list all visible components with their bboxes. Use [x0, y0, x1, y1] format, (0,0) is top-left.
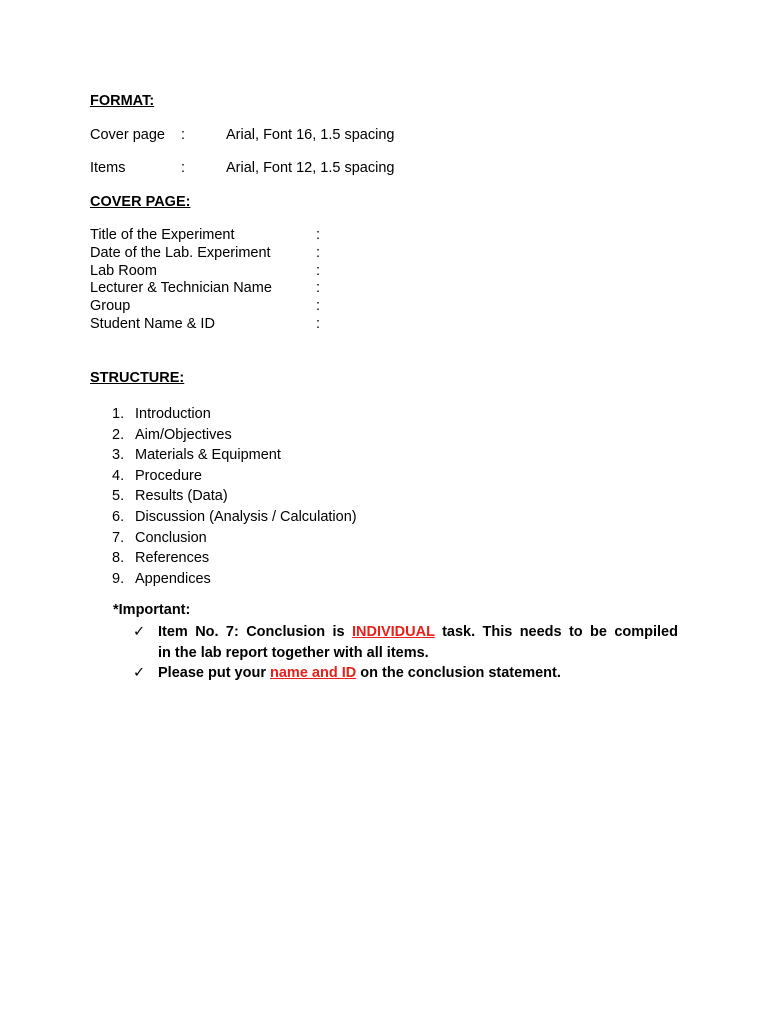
list-number: 1.	[112, 406, 125, 422]
format-value: Arial, Font 16, 1.5 spacing	[226, 127, 395, 143]
cover-field-label: Lecturer & Technician Name	[90, 280, 272, 297]
list-item	[112, 486, 357, 507]
format-colon: :	[181, 160, 186, 176]
important-note-individual	[133, 622, 678, 664]
list-item	[112, 507, 357, 528]
cover-field-colon: :	[316, 227, 321, 243]
cover-field-student	[90, 316, 390, 334]
list-text: Discussion (Analysis / Calculation)	[135, 508, 357, 525]
note-text	[158, 622, 678, 663]
format-heading: FORMAT:	[90, 93, 155, 109]
format-colon: :	[181, 127, 186, 143]
note-text-after: task. This needs to be compiled	[434, 624, 678, 640]
format-value: Arial, Font 12, 1.5 spacing	[226, 160, 395, 176]
checkmark-icon: ✓	[133, 624, 146, 640]
structure-list	[112, 404, 357, 589]
cover-field-colon: :	[316, 280, 321, 297]
list-text: Procedure	[135, 467, 202, 484]
list-number: 7.	[112, 529, 125, 546]
cover-field-colon: :	[316, 244, 321, 261]
list-text: Results (Data)	[135, 488, 228, 505]
cover-field-title	[90, 227, 390, 245]
list-text: Appendices	[135, 570, 211, 587]
cover-page-fields	[90, 227, 390, 334]
cover-field-group	[90, 298, 390, 316]
individual-highlight: INDIVIDUAL	[351, 624, 435, 640]
note-text	[158, 663, 678, 684]
name-id-highlight: name and ID	[270, 665, 357, 681]
list-number: 5.	[112, 488, 125, 505]
list-number: 3.	[112, 447, 125, 464]
note-text-before: Item No. 7: Conclusion is	[158, 624, 352, 640]
list-number: 6.	[112, 508, 125, 525]
list-item	[112, 425, 357, 446]
list-item	[112, 528, 357, 549]
cover-field-label: Date of the Lab. Experiment	[90, 244, 271, 261]
cover-field-label: Student Name & ID	[90, 315, 215, 332]
cover-field-label: Group	[90, 298, 131, 315]
list-text: Conclusion	[135, 529, 207, 546]
note-line	[158, 663, 678, 684]
cover-field-colon: :	[316, 315, 321, 332]
list-item	[112, 404, 357, 425]
note-line	[158, 622, 678, 643]
list-number: 4.	[112, 467, 125, 484]
important-note-name-id	[133, 663, 678, 684]
list-text: Aim/Objectives	[135, 426, 232, 443]
list-item	[112, 548, 357, 569]
format-row-items	[90, 160, 490, 178]
cover-page-heading: COVER PAGE:	[90, 194, 191, 210]
list-item	[112, 466, 357, 487]
cover-field-label: Lab Room	[90, 262, 157, 279]
list-text: Introduction	[135, 406, 211, 422]
cover-field-lab-room	[90, 263, 390, 281]
format-row-cover-page	[90, 127, 490, 145]
note-text-before: Please put your	[158, 665, 271, 681]
list-item	[112, 569, 357, 590]
note-text-after: on the conclusion statement.	[356, 665, 561, 681]
important-label: *Important:	[113, 602, 191, 618]
list-text: Materials & Equipment	[135, 447, 281, 464]
cover-field-date	[90, 245, 390, 263]
cover-field-lecturer	[90, 280, 390, 298]
checkmark-icon: ✓	[133, 665, 146, 681]
list-text: References	[135, 550, 210, 567]
format-label: Items	[90, 160, 126, 176]
format-label: Cover page	[90, 127, 165, 143]
list-item	[112, 445, 357, 466]
cover-field-colon: :	[316, 298, 321, 315]
cover-field-colon: :	[316, 262, 321, 279]
list-number: 8.	[112, 550, 125, 567]
structure-heading: STRUCTURE:	[90, 370, 185, 386]
note-line-2: in the lab report together with all items.	[158, 644, 429, 661]
cover-field-label: Title of the Experiment	[90, 227, 235, 243]
list-number: 9.	[112, 570, 125, 587]
list-number: 2.	[112, 426, 125, 443]
